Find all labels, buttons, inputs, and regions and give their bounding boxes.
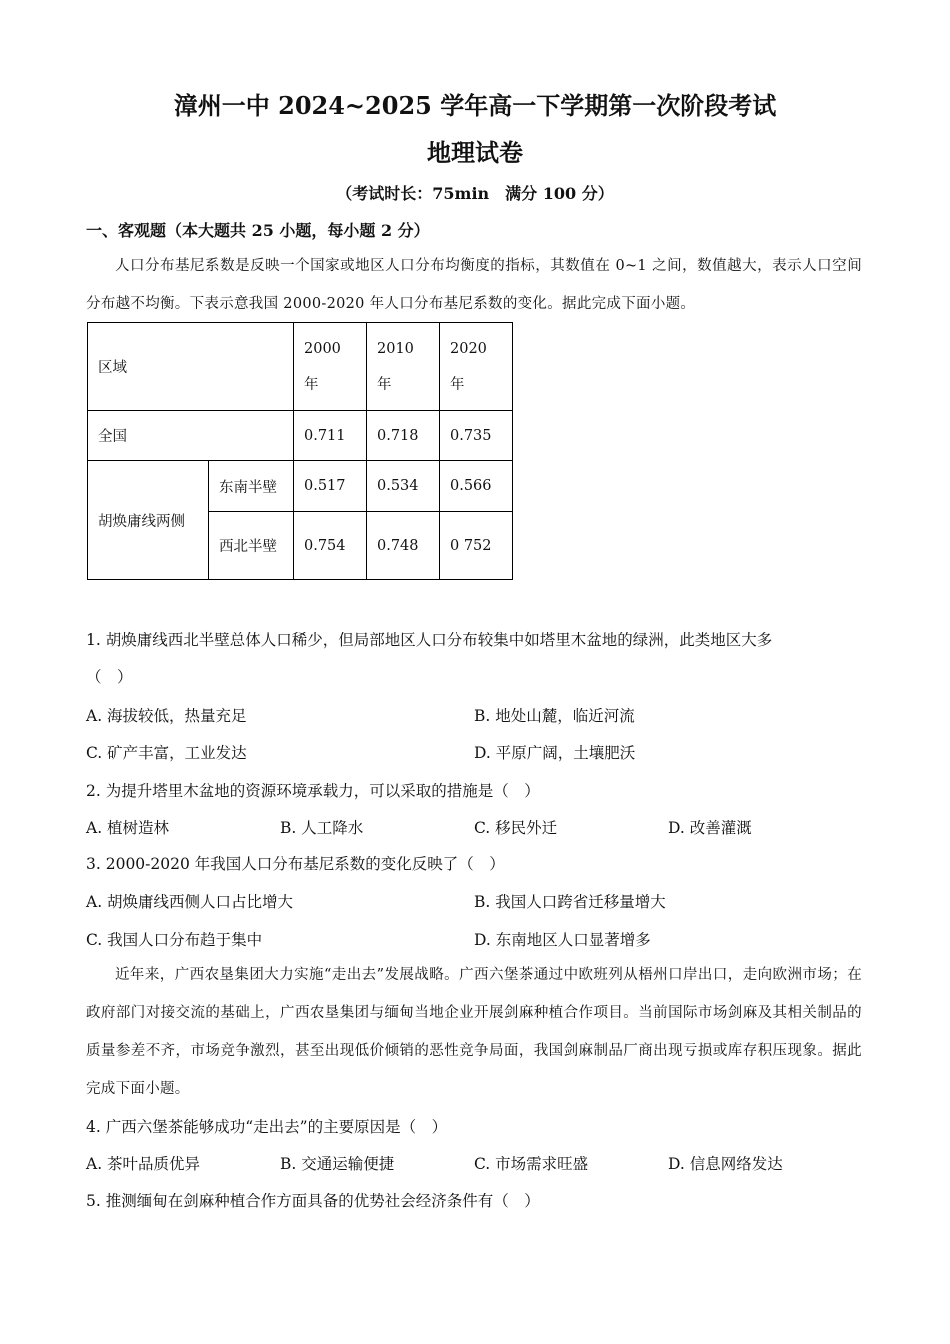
table-header-year: 2000 年 <box>294 323 367 411</box>
table-cell: 0.711 <box>294 411 367 461</box>
table-cell: 0.754 <box>294 512 367 580</box>
table-header-region: 区域 <box>88 323 294 411</box>
q1-option-d: D. 平原广阔，土壤肥沃 <box>474 744 636 762</box>
q2-option-c: C. 移民外迁 <box>474 819 558 837</box>
q1-option-c: C. 矿产丰富，工业发达 <box>86 744 247 762</box>
question-1-stem: 1. 胡焕庸线西北半壁总体人口稀少，但局部地区人口分布较集中如塔里木盆地的绿洲，此类地区大多 <box>86 631 773 649</box>
q3-option-a: A. 胡焕庸线西侧人口占比增大 <box>86 893 294 911</box>
passage-1: 人口分布基尼系数是反映一个国家或地区人口分布均衡度的指标，其数值在 0~1 之间，数值越大，表示人口空间分布越不均衡。下表示意我国 2000-2020 年人口分布基尼系数的变化。据此完成下面小题。 <box>86 258 862 312</box>
table-cell: 0.517 <box>294 461 367 512</box>
q4-option-d: D. 信息网络发达 <box>668 1155 783 1173</box>
q2-option-b: B. 人工降水 <box>280 819 364 837</box>
table-cell: 0.718 <box>367 411 440 461</box>
question-4-stem: 4. 广西六堡茶能够成功“走出去”的主要原因是（ ） <box>86 1118 448 1136</box>
q3-option-d: D. 东南地区人口显著增多 <box>474 931 651 949</box>
q4-option-b: B. 交通运输便捷 <box>280 1155 395 1173</box>
question-5-stem: 5. 推测缅甸在剑麻种植合作方面具备的优势社会经济条件有（ ） <box>86 1192 540 1210</box>
exam-title: 漳州一中 2024~2025 学年高一下学期第一次阶段考试 <box>173 91 777 120</box>
table-cell-region: 胡焕庸线两侧 <box>88 461 209 580</box>
table-cell: 0.566 <box>440 461 513 512</box>
q1-option-a: A. 海拔较低，热量充足 <box>86 707 247 725</box>
table-cell-region: 全国 <box>88 411 294 461</box>
q4-option-c: C. 市场需求旺盛 <box>474 1155 589 1173</box>
passage-2: 近年来，广西农垦集团大力实施“走出去”发展战略。广西六堡茶通过中欧班列从梧州口岸出口，走向欧洲市场；在政府部门对接交流的基础上，广西农垦集团与缅甸当地企业开展剑麻种植合作项目。当前国际市场剑麻及其相关制品的质量参差不齐，市场竞争激烈，甚至出现低价倾销的恶性竞争局面，我国剑麻制品厂商出现亏损或库存积压现象。据此完成下面小题。 <box>86 967 862 1097</box>
table-cell-subregion: 西北半壁 <box>209 512 294 580</box>
question-1-stem-cont: （ ） <box>86 668 133 686</box>
exam-info: （考试时长：75min 满分 100 分） <box>336 184 614 203</box>
question-2-stem: 2. 为提升塔里木盆地的资源环境承载力，可以采取的措施是（ ） <box>86 782 540 800</box>
table-row <box>88 411 513 461</box>
q2-option-d: D. 改善灌溉 <box>668 819 752 837</box>
q3-option-c: C. 我国人口分布趋于集中 <box>86 931 263 949</box>
table-cell: 0.735 <box>440 411 513 461</box>
q3-option-b: B. 我国人口跨省迁移量增大 <box>474 893 666 911</box>
gini-table <box>87 322 513 580</box>
table-cell: 0 752 <box>440 512 513 580</box>
subject-title: 地理试卷 <box>427 138 523 167</box>
table-row <box>88 461 513 512</box>
q4-option-a: A. 茶叶品质优异 <box>86 1155 201 1173</box>
question-3-stem: 3. 2000-2020 年我国人口分布基尼系数的变化反映了（ ） <box>86 855 505 873</box>
section-heading: 一、客观题（本大题共 25 小题，每小题 2 分） <box>86 221 430 240</box>
table-cell: 0.748 <box>367 512 440 580</box>
table-header-year: 2010 年 <box>367 323 440 411</box>
table-cell-subregion: 东南半壁 <box>209 461 294 512</box>
table-cell: 0.534 <box>367 461 440 512</box>
table-header-year: 2020 年 <box>440 323 513 411</box>
q1-option-b: B. 地处山麓，临近河流 <box>474 707 635 725</box>
q2-option-a: A. 植树造林 <box>86 819 170 837</box>
